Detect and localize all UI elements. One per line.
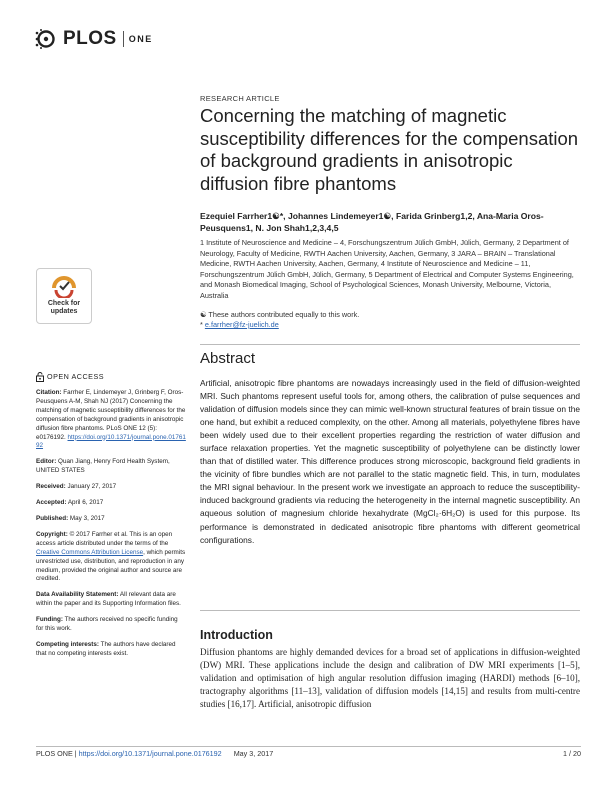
open-access-text: OPEN ACCESS [47, 371, 105, 381]
footer-doi-link[interactable]: https://doi.org/10.1371/journal.pone.0176192 [78, 749, 222, 758]
data-availability-label: Data Availability Statement: [36, 591, 119, 599]
editor-text: Quan Jiang, Henry Ford Health System, UNITED STATES [36, 458, 170, 475]
competing-interests-block [36, 641, 186, 659]
published-date: May 3, 2017 [68, 514, 105, 522]
plos-logo-icon [35, 28, 61, 50]
competing-interests-text: The authors have declared that no competing interests exist. [36, 640, 176, 657]
author-list: Ezequiel Farrher1☯*, Johannes Lindemeyer1☯, Farida Grinberg1,2, Ana-Maria Oros-Peusquens1, N. Jon Shah1,2,3,4,5 [200, 211, 544, 233]
check-for-updates-badge[interactable] [36, 268, 92, 324]
data-availability-block [36, 591, 186, 609]
competing-interests-label: Competing interests: [36, 640, 99, 648]
logo-text: PLOS [63, 28, 117, 49]
open-lock-icon [36, 372, 44, 382]
citation-doi-link[interactable]: https://doi.org/10.1371/journal.pone.0176192 [36, 433, 186, 450]
logo-divider [123, 31, 124, 47]
check-updates-icon [50, 274, 78, 298]
received-block [36, 483, 186, 492]
affiliations: 1 Institute of Neuroscience and Medicine – 4, Forschungszentrum Jülich GmbH, Jülich, Germany, 2 Department of Neurology, Faculty of Medicine, RWTH Aachen University, Aachen, Germany, 3 JARA – BRAIN – Translational Medicine, RWTH Aachen University, Aachen, Germany, 4 Institute of Neuroscience and Medicine – 11, Forschungszentrum Jülich GmbH, Jülich, Germany, 5 Department of Electrical and Computer Systems Engineering, and Monash Biomedical Imaging, School of Psychological Sciences, Monash University, Melbourne, Victoria, Australia [200, 238, 574, 300]
editor-block [36, 458, 186, 476]
abstract-top-rule [200, 344, 580, 345]
footer-journal: PLOS ONE | [36, 749, 79, 758]
corresponding-email-link[interactable]: e.farrher@fz-juelich.de [204, 320, 279, 329]
check-updates-line1: Check for [47, 300, 81, 307]
journal-logo [35, 28, 153, 50]
open-access-label [36, 372, 186, 382]
check-updates-label [37, 300, 91, 316]
introduction-heading: Introduction [200, 628, 273, 642]
copyright-text: © 2017 Farrher et al. This is an open access article distributed under the terms of the [36, 530, 173, 547]
received-label: Received: [36, 483, 66, 491]
article-title: Concerning the matching of magnetic susceptibility differences for the compensation of background gradients in anisotropic diffusion fibre phantoms [200, 105, 579, 194]
data-availability-text: All relevant data are within the paper and its Supporting Information files. [36, 591, 181, 608]
funding-label: Funding: [36, 616, 63, 624]
citation-label: Citation: [36, 389, 62, 396]
received-date: January 27, 2017 [65, 483, 117, 491]
accepted-date: April 6, 2017 [66, 499, 104, 507]
citation-block [36, 389, 186, 451]
accepted-label: Accepted: [36, 499, 67, 507]
corresponding-star: * [200, 320, 205, 329]
published-label: Published: [36, 514, 69, 522]
logo-subtitle: ONE [128, 34, 153, 44]
page-footer [36, 749, 581, 758]
accepted-block [36, 499, 186, 508]
author-notes [200, 310, 580, 330]
editor-label: Editor: [36, 458, 57, 466]
introduction-text: Diffusion phantoms are highly demanded devices for a broad set of applications in diffusion-weighted (DW) MRI. These applications include the design and calibration of DW MRI experiments [1–5], validation and optimisation of high angular resolution diffusion imaging (HARDI) methods [6–10], tractography algorithms [11–13], validation of diffusion models [14,15] and results from multi-centre studies [16,17]. Artificial, anisotropic diffusion [200, 647, 580, 710]
funding-block [36, 616, 186, 634]
license-link[interactable]: Creative Commons Attribution License [36, 548, 144, 556]
abstract-heading: Abstract [200, 350, 256, 367]
abstract-text: Artificial, anisotropic fibre phantoms are nowadays increasingly used in the field of diffusion-weighted MRI. Such phantoms represent useful tools for, among others, the calibration of pulse sequences and validation of diffusion models since they can mimic well-known structural features of brain tissue on the one hand, but exhibit a reduced complexity, on the other. Among all materials, polyethylene fibres have been widely used due to their excellent properties regarding the restriction of water diffusion and surface relaxation properties. Yet the magnetic susceptibility of polyethylene can be distinctly lower than that of distilled water. This difference produces strong microscopic, background field gradients in the vicinity of fibre bundles which are not parallel to the static magnetic field. This, in turn, modulates the MRI signal behaviour. In the present work we investigate an approach to reduce the susceptibility-induced background gradients via reducing the heterogeneity in the internal magnetic susceptibility. An aqueous solution of magnesium chloride hexahydrate (MgCl₂·6H₂O) is used for this purpose. Its performance is demonstrated in dedicated anisotropic fibre phantoms with different geometrical configurations. [200, 378, 580, 545]
equal-contribution-note: ☯ These authors contributed equally to this work. [200, 310, 360, 319]
funding-text: The authors received no specific funding for this work. [36, 616, 178, 633]
footer-rule [36, 746, 581, 747]
copyright-label: Copyright: [36, 530, 68, 538]
check-updates-line2: updates [50, 308, 78, 315]
corresponding-author [200, 320, 580, 330]
footer-date: May 3, 2017 [233, 749, 274, 758]
citation-text: Farrher E, Lindemeyer J, Grinberg F, Oros-Peusquens A-M, Shah NJ (2017) Concerning the matching of magnetic susceptibility differences for the compensation of background gradients in anisotropic diffusion fibre phantoms. PLoS ONE 12 (5): e0176192. [36, 389, 186, 441]
article-info-sidebar [36, 372, 186, 666]
copyright-block [36, 531, 186, 584]
published-block [36, 515, 186, 524]
article-type: RESEARCH ARTICLE [200, 94, 280, 103]
page-number: 1 / 20 [563, 749, 581, 758]
copyright-text-end: , which permits unrestricted use, distribution, and reproduction in any medium, provided the original author and source are credited. [36, 548, 186, 583]
abstract-bottom-rule [200, 610, 580, 611]
